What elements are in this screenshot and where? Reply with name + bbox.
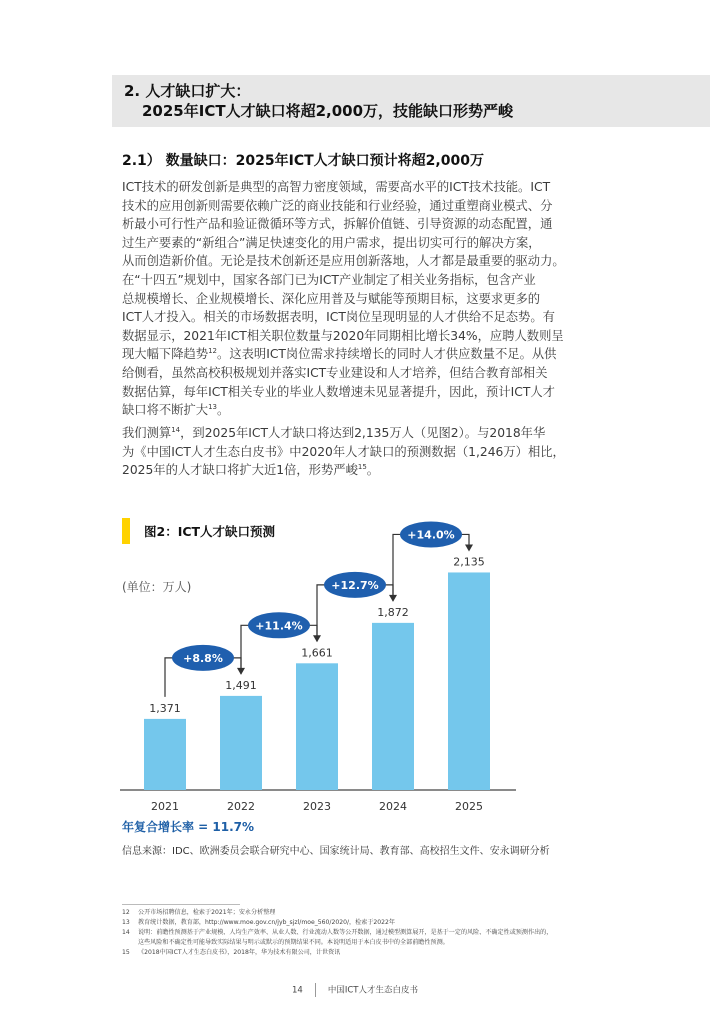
footnote-divider (122, 904, 240, 905)
paragraph-line: 数据估算，每年ICT相关专业的毕业人数增速未见显著提升，因此，预计ICT人才 (122, 384, 555, 399)
footnote-ref: 14 (171, 425, 181, 434)
paragraph-line: 技术的应用创新则需要依赖广泛的商业技能和行业经验，通过重塑商业模式、分 (122, 198, 553, 213)
bar (220, 696, 262, 790)
footer-divider (315, 983, 316, 997)
x-tick-label: 2022 (227, 800, 255, 813)
figure-title: 图2：ICT人才缺口预测 (144, 524, 276, 539)
cagr-label: 年复合增长率 = 11.7% (122, 820, 255, 834)
x-tick-label: 2024 (379, 800, 407, 813)
paragraph-line: 2025年的人才缺口将扩大近1倍，形势严峻$^{15}$。 (122, 463, 380, 478)
footnote-14: 14 说明：前瞻性预测基于产业规模、人均生产效率、从业人数、行业流动人数等公开数据，通过模型测算展开，是基于一定的风险、不确定性或预测作出的， (122, 929, 553, 936)
footnote-12: 12 公开市场招聘信息，检索于2021年；安永分析整理 (122, 909, 276, 916)
paragraph-line: 析最小可行性产品和验证微循环等方式，拆解价值链、引导资源的动态配置，通 (122, 217, 553, 232)
paragraph-line: 现大幅下降趋势$^{12}$。这表明ICT岗位需求持续增长的同时人才供应数量不足。从供 (122, 347, 557, 362)
value-label: 2,135 (453, 555, 485, 569)
subsection-title: 2.1） 数量缺口：2025年ICT人才缺口预计将超2,000万 (122, 153, 484, 169)
paragraph-line: 为《中国ICT人才生态白皮书》中2020年人才缺口的预测数据（1,246万）相比， (122, 444, 565, 459)
footnote-13: 13 教育统计数据，教育部，http://www.moe.gov.cn/jyb_sjzl/moe_560/2020/，检索于2022年 (122, 919, 396, 926)
growth-label: +8.8% (183, 651, 223, 665)
value-label: 1,872 (377, 605, 409, 619)
paragraph-line: 缺口将不断扩大$^{13}$。 (122, 403, 230, 418)
footnote-15: 15 《2018中国ICT人才生态白皮书》，2018年，华为技术有限公司，计世资讯 (122, 949, 341, 956)
paragraph-line: 数据显示，2021年ICT相关职位数量与2020年同期相比增长34%，应聘人数则呈 (122, 328, 564, 343)
header-title-line1: 2. 人才缺口扩大： (124, 82, 251, 100)
footnote-ref: 12 (208, 347, 218, 356)
figure-source: 信息来源：IDC、欧洲委员会联合研究中心、国家统计局、教育部、高校招生文件、安永调研分析 (122, 846, 550, 857)
value-label: 1,491 (225, 678, 257, 692)
page-number: 14 (292, 985, 303, 996)
bar (144, 719, 186, 790)
growth-label: +12.7% (331, 578, 379, 592)
footnote-ref: 13 (208, 403, 218, 412)
bar (372, 623, 414, 790)
paragraph-line: 我们测算$^{14}$，到2025年ICT人才缺口将达到2,135万人（见图2）。与2018年华 (122, 425, 546, 440)
page-footer (0, 983, 710, 997)
chart-unit-label: (单位：万人) (122, 580, 192, 594)
publication-title: 中国ICT人才生态白皮书 (327, 985, 418, 996)
growth-label: +14.0% (407, 528, 455, 542)
bar (296, 663, 338, 790)
x-tick-label: 2023 (303, 800, 331, 813)
header-title-line2: 2025年ICT人才缺口将超2,000万，技能缺口形势严峻 (142, 102, 514, 120)
growth-arrowhead (465, 544, 473, 551)
value-label: 1,661 (301, 646, 333, 660)
paragraph-line: 给侧看，虽然高校积极规划并落实ICT专业建设和人才培养，但结合教育部相关 (122, 365, 548, 380)
growth-label: +11.4% (255, 619, 303, 633)
footnote-ref: 15 (357, 463, 367, 472)
paragraph-line: 总规模增长、企业规模增长、深化应用普及与赋能等预期目标，这要求更多的 (122, 291, 541, 306)
paragraph-line: 在“十四五”规划中，国家各部门已为ICT产业制定了相关业务指标，包含产业 (122, 272, 536, 287)
bar (448, 572, 490, 790)
value-label: 1,371 (149, 701, 181, 715)
paragraph-line: ICT技术的研发创新是典型的高智力密度领域，需要高水平的ICT技术技能。ICT (122, 180, 551, 194)
paragraph-line: ICT人才投入。相关的市场数据表明，ICT岗位呈现明显的人才供给不足态势。有 (122, 310, 555, 325)
x-tick-label: 2025 (455, 800, 483, 813)
paragraph-line: 过生产要素的“新组合”满足快速变化的用户需求，提出切实可行的解决方案， (122, 235, 541, 250)
paragraph-line: 从而创造新价值。无论是技术创新还是应用创新落地，人才都是最重要的驱动力。 (122, 254, 565, 269)
x-tick-label: 2021 (151, 800, 179, 813)
footnote-14-cont: 这些风险和不确定性可能导致实际结果与明示或默示的预期结果不同。本说明适用于本白皮书中的全部前瞻性预测。 (138, 939, 449, 946)
